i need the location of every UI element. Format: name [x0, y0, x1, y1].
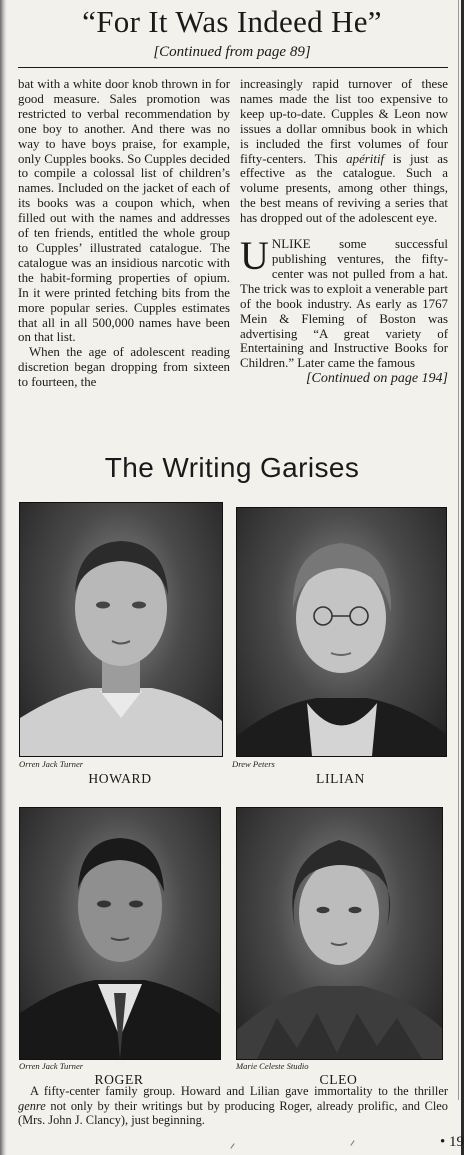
right-p1-text-a: increasingly rapid turnover of these names made the list too expensive to keep up-to-date. Cupples & Leon now issues a dollar omnibus book in which is included the first volumes of four fifty-centers. This [240, 77, 448, 166]
photo-name-howard: HOWARD [88, 771, 152, 786]
caption-italic: genre [18, 1098, 46, 1113]
continued-from-note: [Continued from page 89] [153, 44, 311, 60]
photo-credit-howard: Orren Jack Turner [19, 759, 84, 769]
photo-credit-lilian: Drew Peters [232, 759, 275, 769]
drop-cap: U [240, 233, 269, 279]
portrait-photo-howard [19, 502, 223, 757]
stray-mark [350, 1140, 354, 1145]
page-binding-shadow [0, 0, 7, 1155]
right-paragraph-1 [240, 77, 448, 226]
article-title: “For It Was Indeed He” [82, 4, 382, 39]
photo-credit-roger: Orren Jack Turner [19, 1061, 84, 1071]
photo-caption [18, 1084, 448, 1128]
right-p1-italic: apéritif [346, 151, 385, 166]
right-paragraph-2 [240, 233, 448, 371]
right-p2-text: NLIKE some successful publishing ventures, the fifty-center was not pulled from a hat. The trick was to exploit a venerable part of the book industry. As early as 1767 Mein & Fleming of Boston was advertising “A great variety of Entertaining and Instructive Books for Children.” Later came the famous [240, 237, 448, 371]
caption-text-a: A fifty-center family group. Howard and Lilian gave immortality to the thriller [30, 1084, 448, 1098]
header-rule [18, 67, 448, 68]
portrait-photo-roger [19, 807, 221, 1060]
continued-on-note: [Continued on page 194] [306, 371, 448, 387]
photo-name-roger: ROGER [94, 1072, 144, 1087]
photo-name-cleo: CLEO [319, 1072, 358, 1087]
photo-section-title: The Writing Garises [104, 452, 360, 483]
page-number: • 19 [440, 1134, 464, 1150]
right-p1-text-b: is just as effective as the catalogue. Such a volume presents, among other things, the best means of reviving a series that has dropped out of the adolescent eye. [240, 151, 448, 226]
right-margin-rule [458, 0, 459, 1100]
caption-text-b: not only by their writings but by producing Roger, already prolific, and Cleo (Mrs. John J. Clancy), just beginning. [18, 1098, 448, 1128]
left-paragraph-2: When the age of adolescent reading discretion began dropping from sixteen to fourteen, the [18, 345, 230, 390]
portrait-photo-cleo [236, 807, 443, 1060]
stray-mark [230, 1143, 234, 1148]
photo-credit-cleo: Marie Celeste Studio [236, 1061, 309, 1071]
photo-name-lilian: LILIAN [316, 771, 365, 786]
article-column-left [18, 77, 230, 390]
article-column-right [240, 77, 448, 387]
portrait-photo-lilian [236, 507, 447, 757]
left-paragraph-1: bat with a white door knob thrown in for good measure. Sales promotion was restricted to verbal recommendation by one boy to another. And there was no way to have boys praise, for example, only Cupples books. So Cupples decided to compile a colossal list of children’s names. Included on the jacket of each of its books was a coupon which, when filled out with the names and addresses of ten friends, entitled the whole group to Cupples’ illustrated catalogue. The catalogue was an insidious narcotic with the habit-forming properties of opium. In it were printed fetching bits from the more popular series. Cupples estimates that all in all 500,000 names have been on that list. [18, 77, 230, 345]
